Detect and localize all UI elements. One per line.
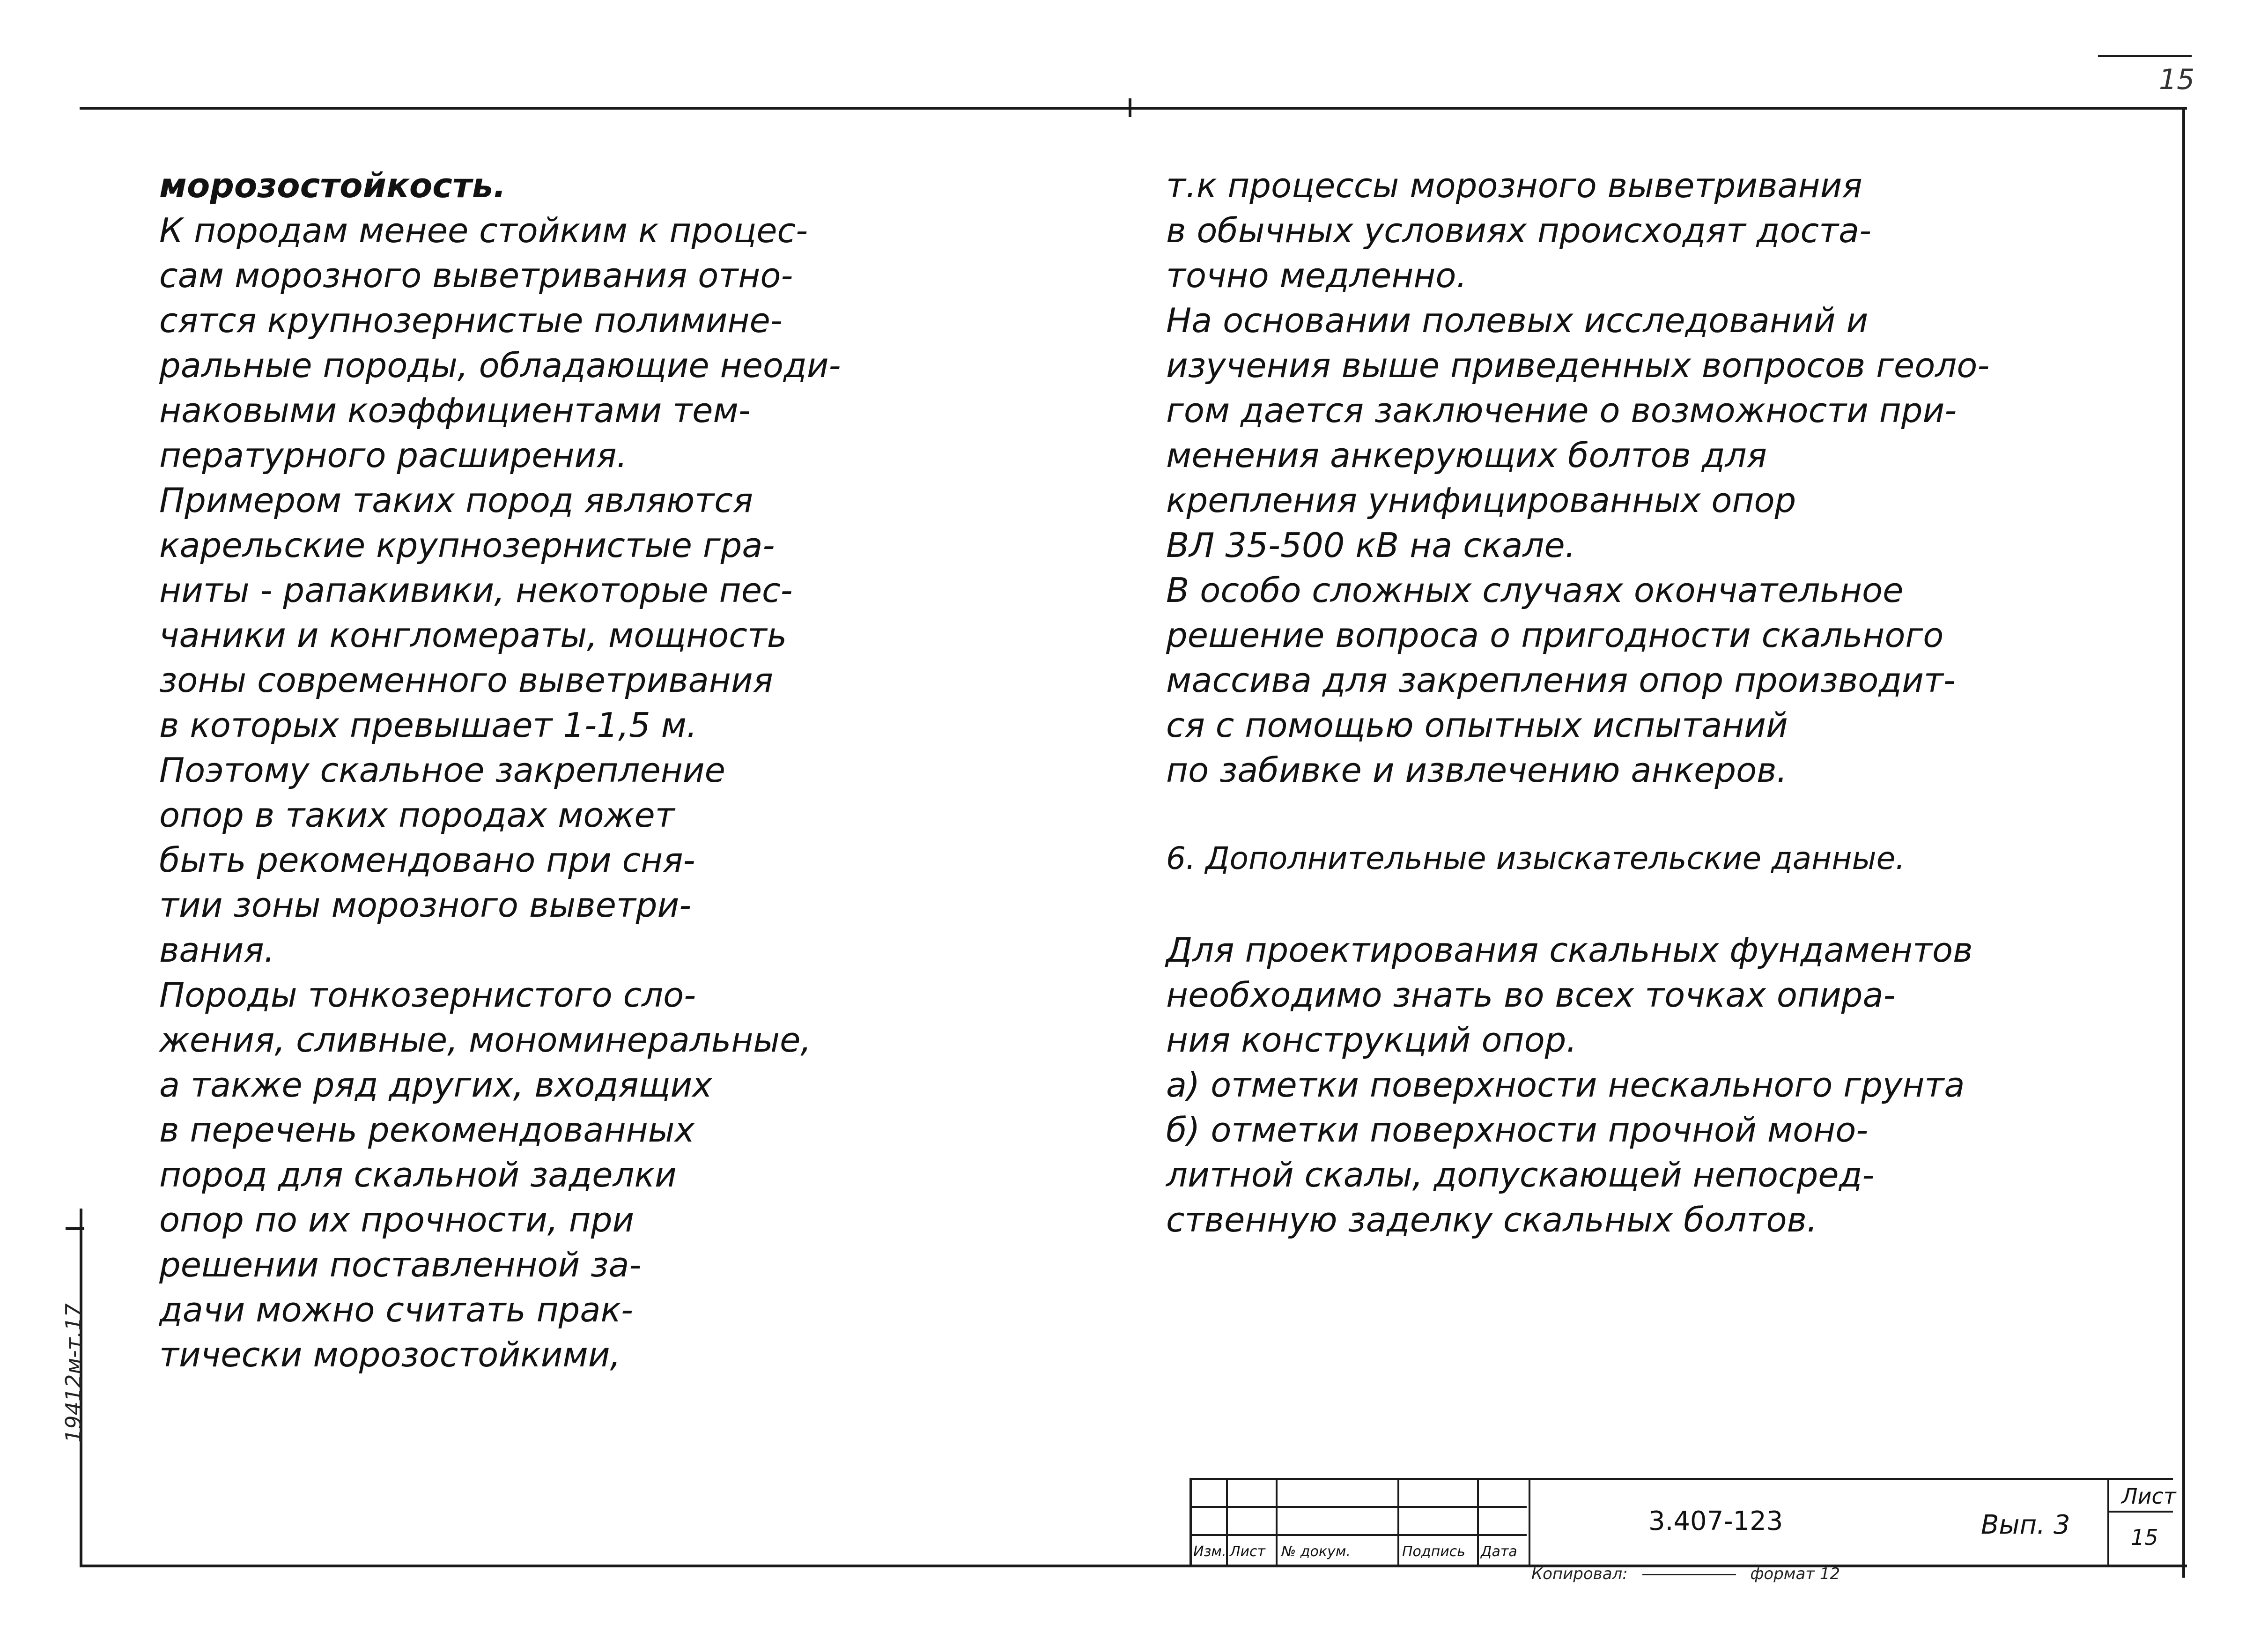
text-line: зоны современного выветривания (159, 660, 773, 700)
text-line: опор в таких породах может (159, 795, 675, 835)
center-tick (1129, 98, 1131, 117)
text-line: изучения выше приведенных вопросов геоло- (1166, 346, 1990, 385)
text-line: ниты - рапакивики, некоторые пес- (159, 571, 793, 610)
copied-by-line (1531, 1565, 1840, 1583)
text-line: Для проектирования скальных фундаментов (1166, 930, 1973, 970)
text-line: а также ряд других, входящих (159, 1065, 712, 1105)
text-line: сам морозного выветривания отно- (159, 256, 793, 295)
text-line: ся с помощью опытных испытаний (1166, 705, 1788, 745)
text-line: ния конструкций опор. (1166, 1020, 1577, 1060)
text-line: решение вопроса о пригодности скального (1166, 616, 1944, 655)
col-label-signature: Подпись (1402, 1543, 1465, 1560)
text-line: по забивке и извлечению анкеров. (1166, 750, 1788, 790)
text-line: литной скалы, допускающей непосред- (1166, 1155, 1875, 1194)
right-text-column (1166, 166, 2187, 1248)
sheet-value: 15 (2131, 1525, 2158, 1550)
text-line: в которых превышает 1-1,5 м. (159, 705, 697, 745)
sheet-label: Лист (2121, 1484, 2176, 1509)
page-sheet-number: 15 (2159, 63, 2195, 96)
text-line: массива для закрепления опор производит- (1166, 660, 1956, 700)
side-margin-code: 19412м-т.17 (61, 1303, 86, 1443)
text-line: необходимо знать во всех точках опира- (1166, 975, 1896, 1015)
text-line: гом дается заключение о возможности при- (1166, 391, 1957, 430)
text-line: тии зоны морозного выветри- (159, 885, 692, 925)
col-label-list: Лист (1230, 1543, 1266, 1560)
text-line: решении поставленной за- (159, 1245, 642, 1284)
text-line: менения анкерующих болтов для (1166, 436, 1767, 475)
text-line: морозостойкость. (159, 166, 506, 205)
top-right-short-line (2098, 55, 2192, 57)
copied-label: Копировал: (1531, 1565, 1628, 1583)
text-line: тически морозостойкими, (159, 1335, 621, 1374)
text-line: пород для скальной заделки (159, 1155, 677, 1194)
text-line: вания. (159, 930, 275, 970)
text-line: крепления унифицированных опор (1166, 481, 1796, 520)
text-line: На основании полевых исследований и (1166, 301, 1869, 340)
text-line: ВЛ 35-500 кВ на скале. (1166, 526, 1576, 565)
text-line: Поэтому скальное закрепление (159, 750, 725, 790)
text-line: быть рекомендовано при сня- (159, 840, 695, 880)
text-line: ственную заделку скальных болтов. (1166, 1200, 1817, 1239)
signature-scribble (1642, 1574, 1736, 1575)
text-line: в перечень рекомендованных (159, 1110, 695, 1150)
text-line: чаники и конгломераты, мощность (159, 616, 787, 655)
text-line: Примером таких пород являются (159, 481, 754, 520)
title-block-sheet-split (2109, 1511, 2173, 1513)
document-code: 3.407-123 (1648, 1506, 1783, 1536)
text-line: б) отметки поверхности прочной моно- (1166, 1110, 1869, 1150)
text-line: наковыми коэффициентами тем- (159, 391, 751, 430)
col-label-izm: Изм. (1193, 1543, 1226, 1560)
text-line: ральные породы, обладающие неоди- (159, 346, 841, 385)
text-line: а) отметки поверхности нескального грунта (1166, 1065, 1965, 1105)
col-label-date: Дата (1481, 1543, 1517, 1560)
section-heading: 6. Дополнительные изыскательские данные. (1166, 840, 1906, 876)
text-line: т.к процессы морозного выветривания (1166, 166, 1862, 205)
format-label: формат 12 (1750, 1565, 1840, 1583)
text-line: В особо сложных случаях окончательное (1166, 571, 1904, 610)
col-label-doc-number: № докум. (1281, 1543, 1351, 1560)
text-line: дачи можно считать прак- (159, 1290, 633, 1329)
text-line: жения, сливные, мономинеральные, (159, 1020, 812, 1060)
text-line: точно медленно. (1166, 256, 1467, 295)
text-line: опор по их прочности, при (159, 1200, 635, 1239)
top-border-line (80, 107, 2187, 110)
text-line: Породы тонкозернистого сло- (159, 975, 696, 1015)
text-line: карельские крупнозернистые гра- (159, 526, 775, 565)
text-line: К породам менее стойким к процес- (159, 211, 808, 250)
title-block (1189, 1478, 2176, 1566)
left-text-column (159, 166, 1124, 1383)
issue-number: Вып. 3 (1981, 1510, 2070, 1540)
text-line: в обычных условиях происходят доста- (1166, 211, 1872, 250)
text-line: сятся крупнозернистые полимине- (159, 301, 783, 340)
text-line: пературного расширения. (159, 436, 628, 475)
